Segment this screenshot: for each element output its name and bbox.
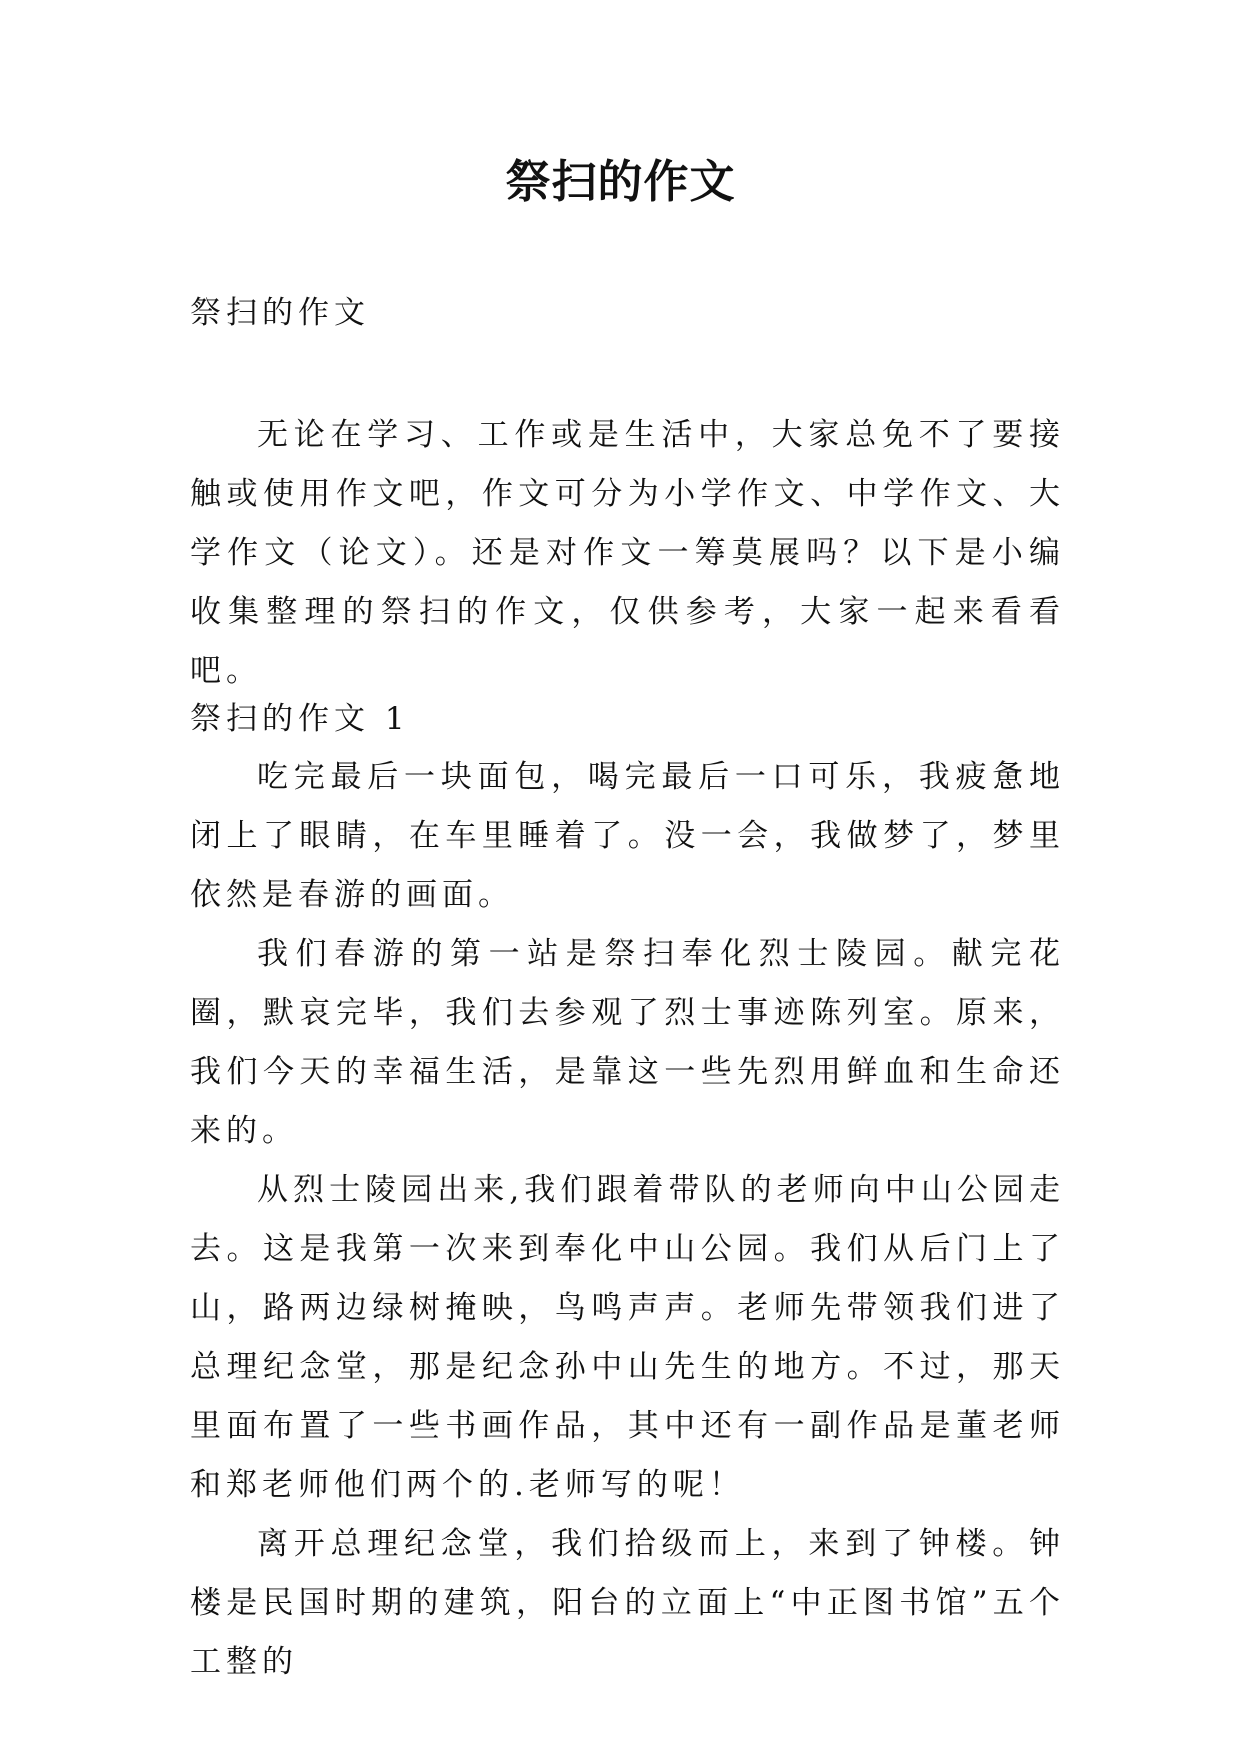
intro-section (190, 406, 1065, 701)
section-heading: 祭扫的作文 1 (190, 701, 410, 737)
intro-paragraph: 无论在学习、工作或是生活中，大家总免不了要接触或使用作文吧，作文可分为小学作文、中学作文、大学作文（论文）。还是对作文一筹莫展吗？以下是小编收集整理的祭扫的作文，仅供参考，大家一起来看看吧。 (190, 417, 1065, 689)
body-paragraph-2: 我们春游的第一站是祭扫奉化烈士陵园。献完花圈，默哀完毕，我们去参观了烈士事迹陈列室。原来，我们今天的幸福生活，是靠这一些先烈用鲜血和生命还来的。 (190, 936, 1065, 1149)
document-subtitle: 祭扫的作文 (190, 295, 370, 331)
body-paragraph-3: 从烈士陵园出来,我们跟着带队的老师向中山公园走去。这是我第一次来到奉化中山公园。我们从后门上了山，路两边绿树掩映，鸟鸣声声。老师先带领我们进了总理纪念堂，那是纪念孙中山先生的地方。不过，那天里面布置了一些书画作品，其中还有一副作品是董老师和郑老师他们两个的.老师写的呢！ (190, 1172, 1065, 1503)
body-paragraph-4: 离开总理纪念堂，我们拾级而上，来到了钟楼。钟楼是民国时期的建筑，阳台的立面上“中正图书馆”五个工整的 (190, 1526, 1065, 1680)
body-paragraph-1: 吃完最后一块面包，喝完最后一口可乐，我疲惫地闭上了眼睛，在车里睡着了。没一会，我做梦了，梦里依然是春游的画面。 (190, 759, 1065, 913)
essay-body (190, 748, 1065, 1692)
document-title: 祭扫的作文 (505, 155, 736, 208)
